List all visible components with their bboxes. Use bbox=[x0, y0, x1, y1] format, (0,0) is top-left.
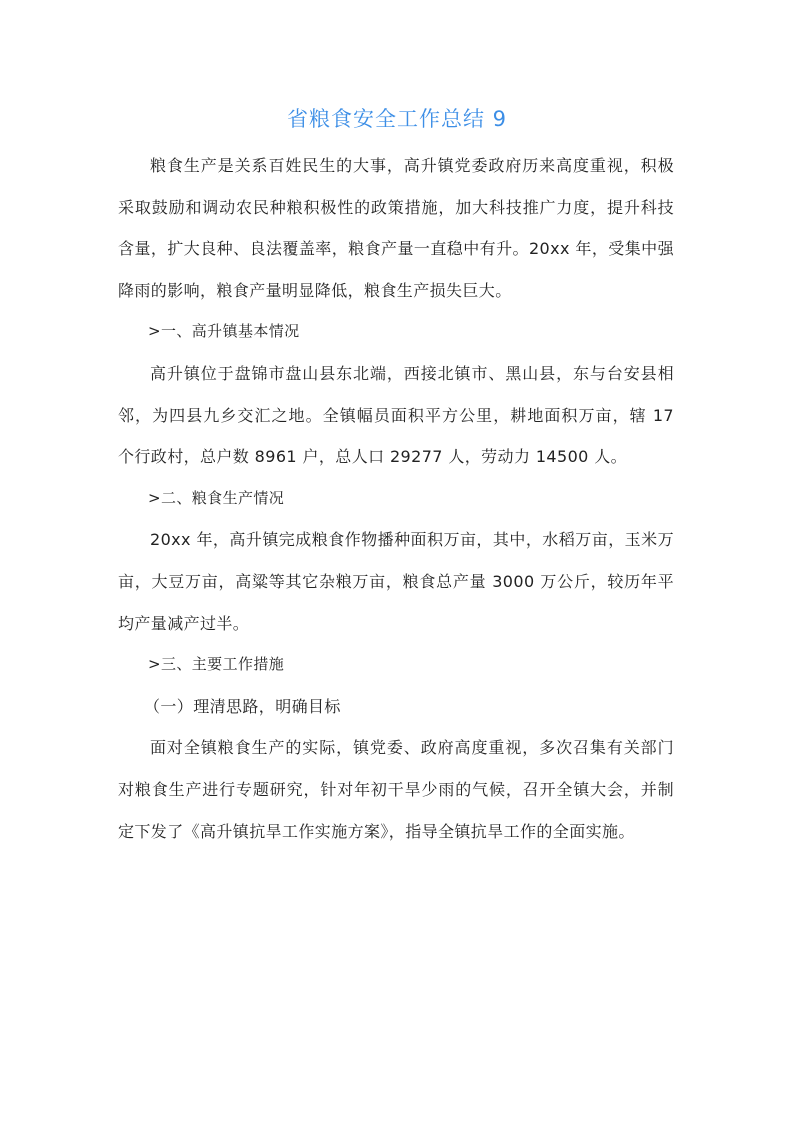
paragraph-basic-info: 高升镇位于盘锦市盘山县东北端，西接北镇市、黑山县，东与台安县相邻，为四县九乡交汇之地。全镇幅员面积平方公里，耕地面积万亩，辖 17 个行政村，总户数 8961 户，总人口 29277 人，劳动力 14500 人。 bbox=[118, 363, 674, 467]
paragraph-goals: 面对全镇粮食生产的实际，镇党委、政府高度重视，多次召集有关部门对粮食生产进行专题研究，针对年初干旱少雨的气候，召开全镇大会，并制定下发了《高升镇抗旱工作实施方案》，指导全镇抗旱工作的全面实施。 bbox=[118, 738, 674, 841]
section-heading-measures: >三、主要工作措施 bbox=[148, 655, 285, 674]
paragraph-intro: 粮食生产是关系百姓民生的大事，高升镇党委政府历来高度重视，积极采取鼓励和调动农民种粮积极性的政策措施，加大科技推广力度，提升科技含量，扩大良种、良法覆盖率，粮食产量一直稳中有升。20xx 年，受集中强降雨的影响，粮食产量明显降低，粮食生产损失巨大。 bbox=[118, 156, 674, 300]
document-title: 省粮食安全工作总结 9 bbox=[286, 107, 508, 131]
document-body bbox=[118, 145, 674, 852]
paragraph-grain-production: 20xx 年，高升镇完成粮食作物播种面积万亩，其中，水稻万亩，玉米万亩，大豆万亩，高粱等其它杂粮万亩，粮食总产量 3000 万公斤，较历年平均产量减产过半。 bbox=[118, 530, 674, 633]
subsection-heading-goals: （一）理清思路，明确目标 bbox=[144, 696, 341, 716]
section-heading-basic-info: >一、高升镇基本情况 bbox=[148, 322, 300, 341]
section-heading-grain-production: >二、粮食生产情况 bbox=[148, 488, 285, 507]
